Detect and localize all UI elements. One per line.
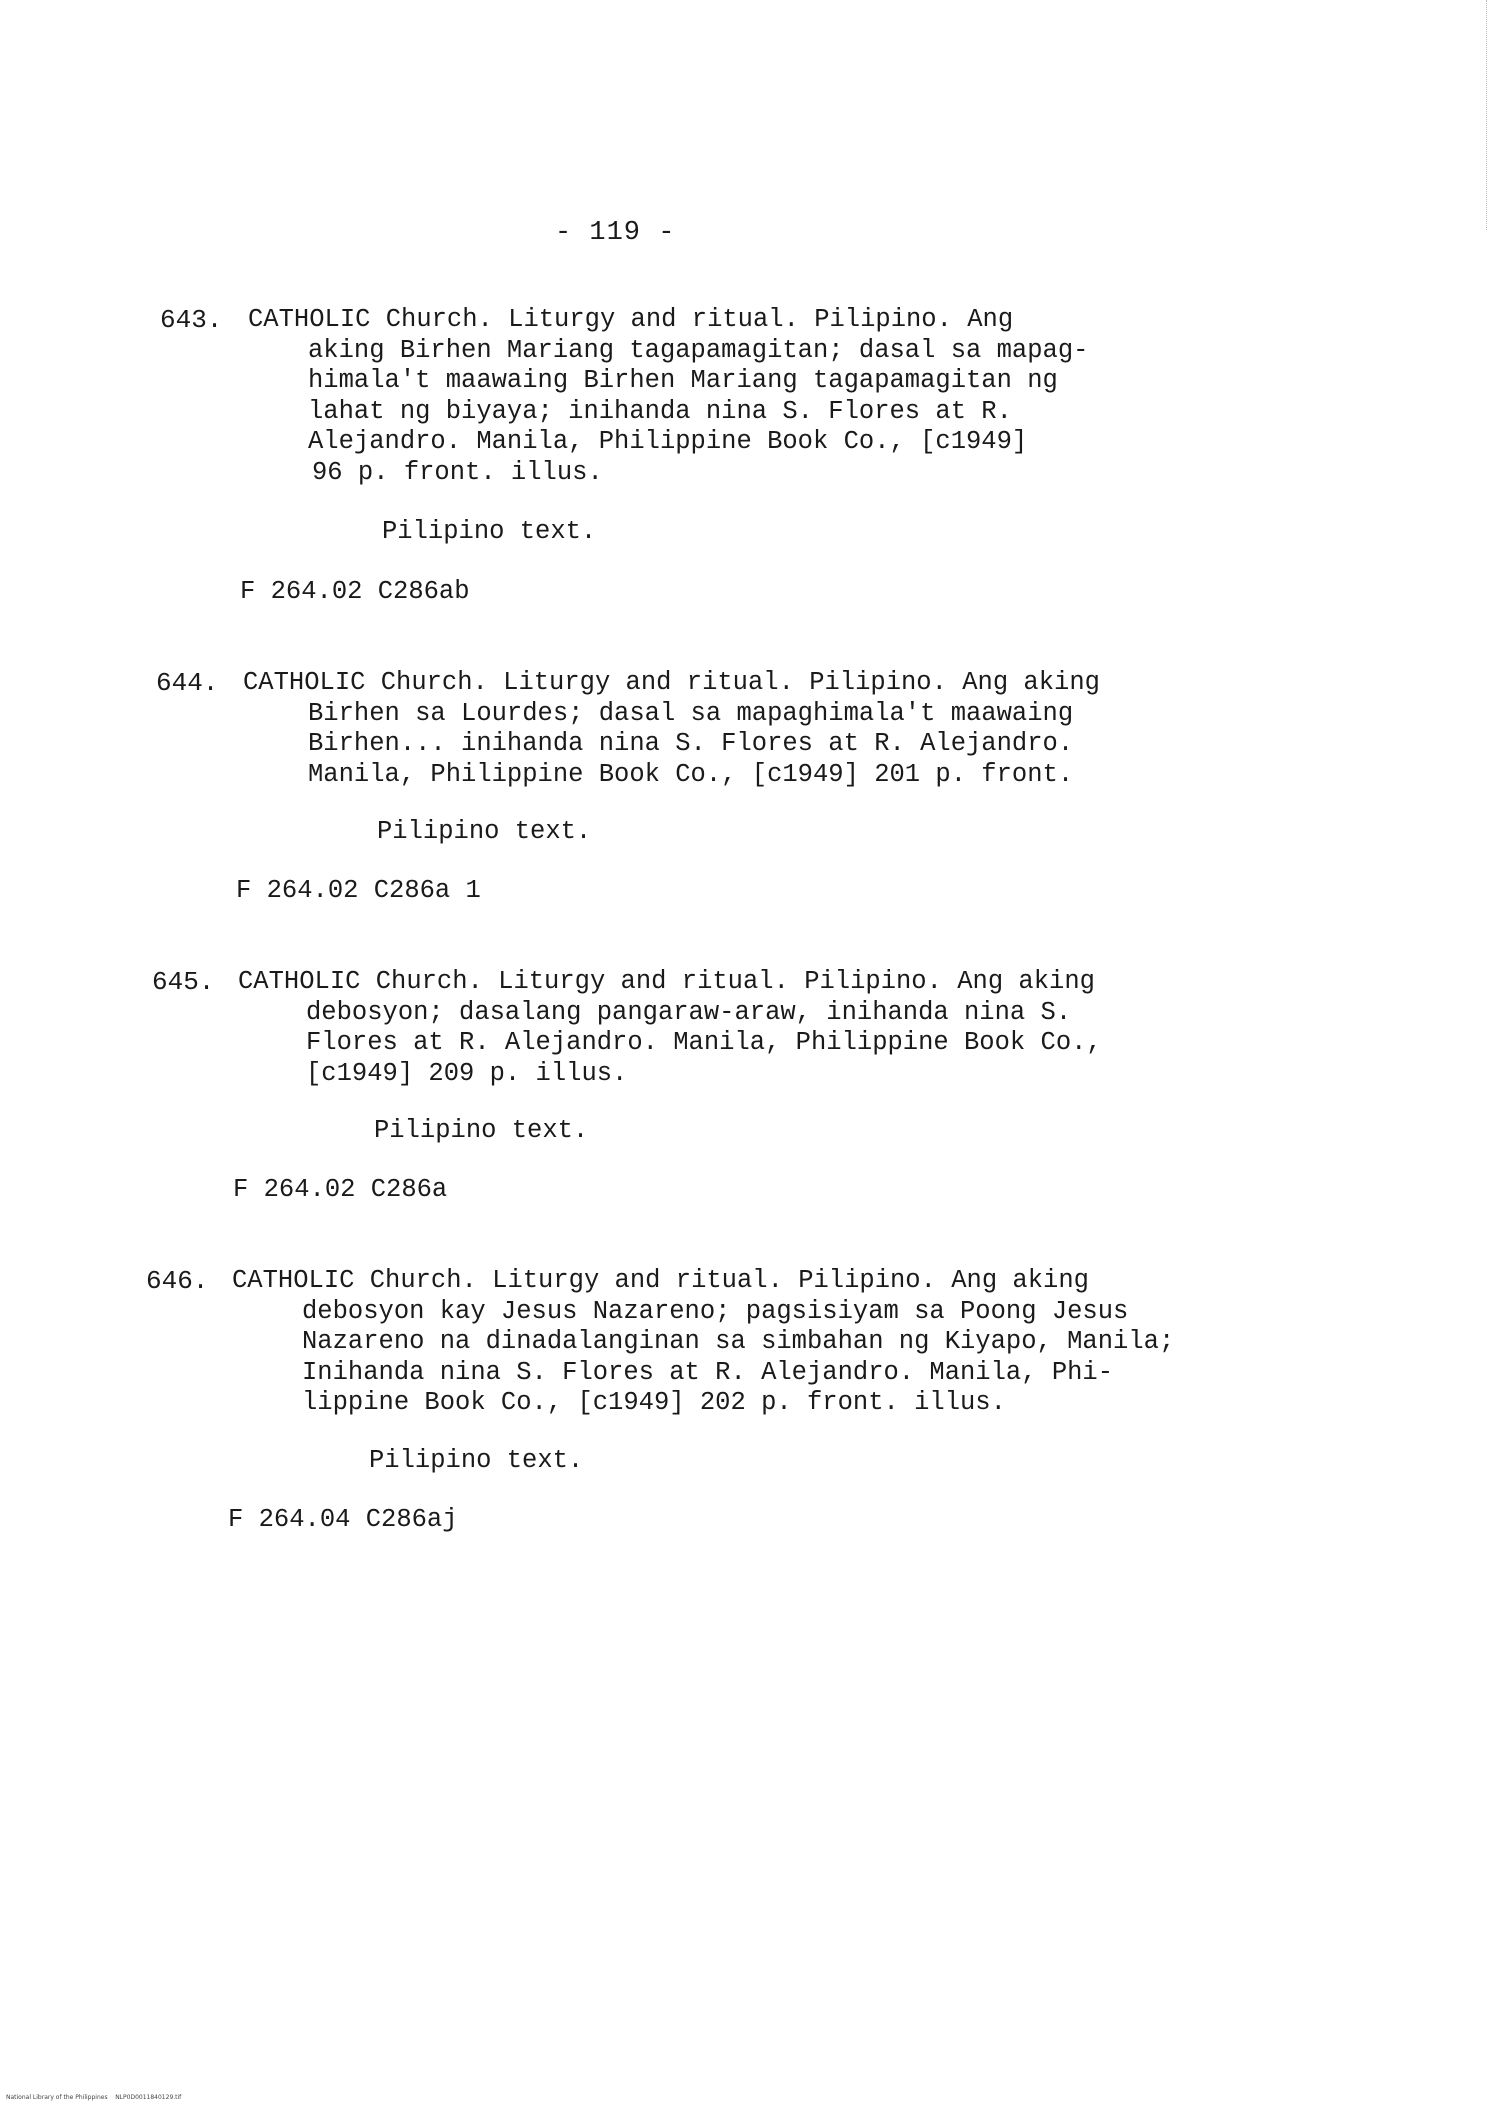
call-number: F 264.04 C286aj [228,1505,458,1534]
call-number: F 264.02 C286ab [240,577,470,606]
entry-note: Pilipino text. [369,1446,584,1475]
entry-line: himala't maawaing Birhen Mariang tagapamagitan ng [308,366,1058,395]
entry-line: CATHOLIC Church. Liturgy and ritual. Pilipino. Ang [248,305,1014,334]
entry-number: 646. [146,1266,209,1296]
entry-line: aking Birhen Mariang tagapamagitan; dasal sa mapag- [308,335,1089,365]
entry-description [248,305,1088,488]
entry-line: lahat ng biyaya; inihanda nina S. Flores at R. [308,396,1012,426]
call-number: F 264.02 C286a 1 [236,876,481,905]
entry-line: CATHOLIC Church. Liturgy and ritual. Pilipino. Ang aking [232,1266,1089,1295]
entry-line: Birhen... inihanda nina S. Flores at R. Alejandro. [308,729,1074,758]
entry-line: CATHOLIC Church. Liturgy and ritual. Pilipino. Ang aking [243,668,1100,697]
entry-line: 96 p. front. illus. [312,457,603,487]
scan-edge-marks [1476,0,1487,230]
call-number: F 264.02 C286a [233,1175,448,1204]
entry-line: lippine Book Co., [c1949] 202 p. front. illus. [302,1388,1006,1417]
entry-description [238,967,1102,1089]
entry-description [243,668,1100,790]
entry-description [232,1266,1174,1419]
entry-line: Manila, Philippine Book Co., [c1949] 201 p. front. [308,759,1074,789]
entry-line: debosyon; dasalang pangaraw-araw, inihanda nina S. [306,997,1072,1027]
entry-line: CATHOLIC Church. Liturgy and ritual. Pilipino. Ang aking [238,967,1095,996]
entry-note: Pilipino text. [377,817,592,846]
entry-line: Flores at R. Alejandro. Manila, Philippine Book Co., [306,1028,1102,1057]
entry-line: Nazareno na dinadalanginan sa simbahan ng Kiyapo, Manila; [302,1327,1175,1356]
entry-line: [c1949] 209 p. illus. [306,1058,628,1088]
entry-number: 643. [160,305,223,335]
entry-number: 645. [152,967,215,997]
page-number: - 119 - [555,218,676,248]
entry-line: debosyon kay Jesus Nazareno; pagsisiyam sa Poong Jesus [302,1296,1129,1326]
entry-line: Inihanda nina S. Flores at R. Alejandro. Manila, Phi- [302,1357,1114,1387]
entry-line: Alejandro. Manila, Philippine Book Co., [c1949] [308,427,1028,456]
scan-footer: National Library of the Philippines NLP0D0011840129.tif [6,2094,182,2101]
entry-line: Birhen sa Lourdes; dasal sa mapaghimala't maawaing [308,698,1074,728]
entry-number: 644. [156,668,219,698]
entry-note: Pilipino text. [382,517,597,546]
entry-note: Pilipino text. [374,1116,589,1145]
